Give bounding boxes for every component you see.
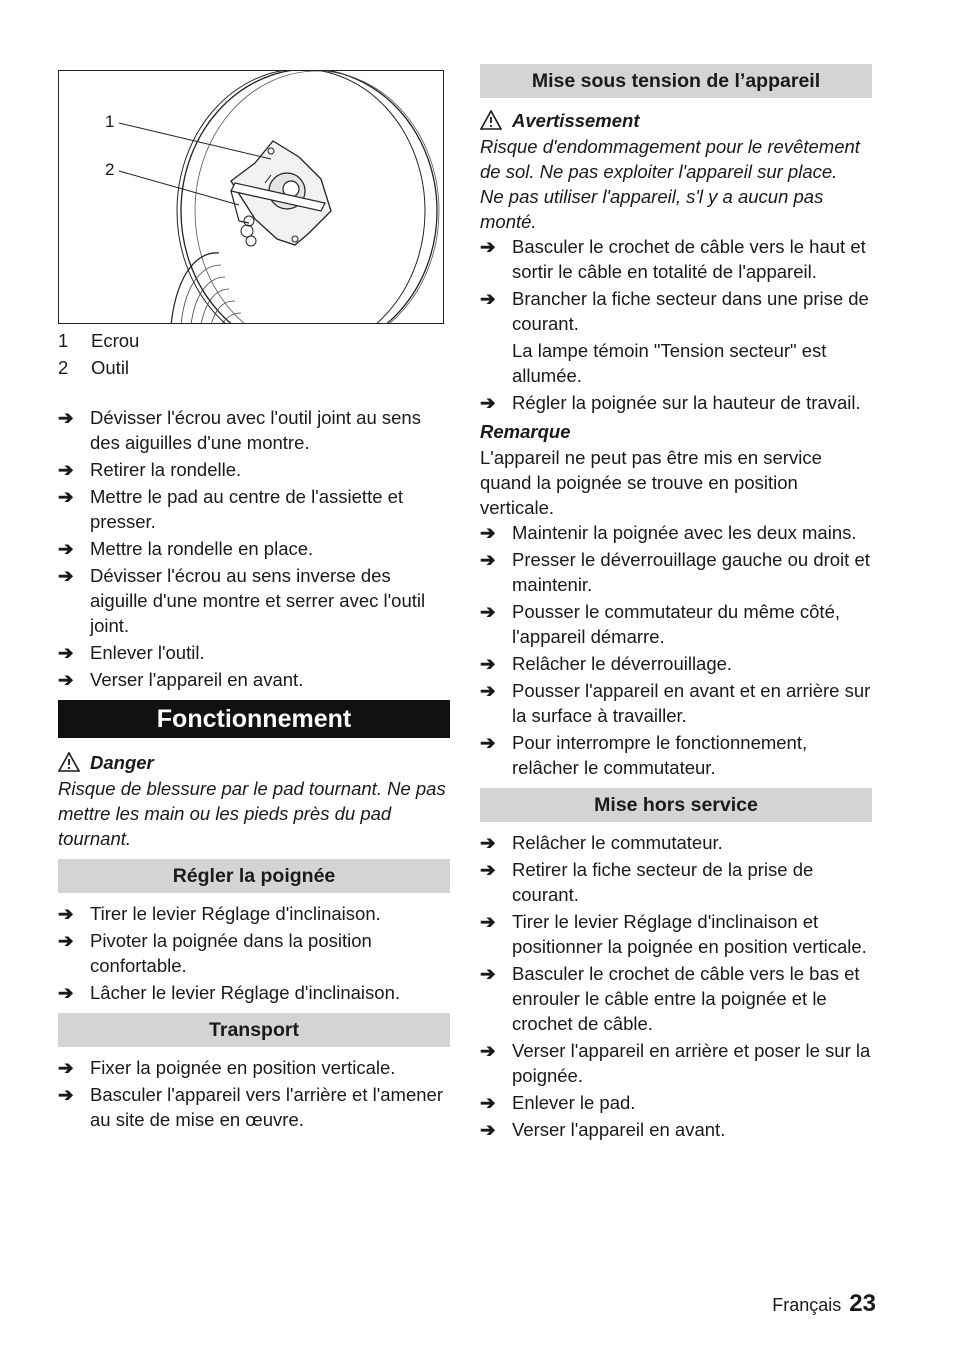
step-item	[480, 830, 872, 855]
arrow-icon: ➔	[58, 1057, 74, 1078]
step-item	[58, 901, 450, 926]
arrow-icon: ➔	[480, 732, 496, 753]
step-text: Fixer la poignée en position verticale.	[90, 1057, 396, 1078]
step-item	[480, 961, 872, 1036]
power-on-steps	[480, 234, 872, 336]
step-item	[480, 1117, 872, 1142]
arrow-icon: ➔	[480, 522, 496, 543]
step-item	[58, 667, 450, 692]
arrow-icon: ➔	[480, 680, 496, 701]
step-text: Basculer le crochet de câble vers le haut et sortir le câble en totalité de l'appareil.	[512, 236, 866, 282]
step-text: Basculer l'appareil vers l'arrière et l'amener au site de mise en œuvre.	[90, 1084, 443, 1130]
danger-title: Danger	[90, 751, 154, 773]
arrow-icon: ➔	[480, 1040, 496, 1061]
step-text: Basculer le crochet de câble vers le bas et enrouler le câble entre la poignée et le crochet de câble.	[512, 963, 860, 1034]
step-item	[58, 563, 450, 638]
legend-number: 2	[58, 357, 69, 378]
step-item	[58, 1055, 450, 1080]
step-item	[58, 536, 450, 561]
arrow-icon: ➔	[58, 669, 74, 690]
remark-title: Remarque	[480, 421, 571, 442]
arrow-icon: ➔	[480, 549, 496, 570]
transport-steps	[58, 1055, 450, 1132]
section-title-transport: Transport	[58, 1013, 450, 1047]
arrow-icon: ➔	[480, 963, 496, 984]
step-text: Verser l'appareil en avant.	[512, 1119, 726, 1140]
arrow-icon: ➔	[480, 392, 496, 413]
step-text: Brancher la fiche secteur dans une prise de courant.	[512, 288, 869, 334]
step-text: Tirer le levier Réglage d'inclinaison.	[90, 903, 381, 924]
arrow-icon: ➔	[480, 601, 496, 622]
step-text: Pour interrompre le fonctionnement, relâcher le commutateur.	[512, 732, 808, 778]
remark-text: L'appareil ne peut pas être mis en service quand la poignée se trouve en position verticale.	[480, 447, 822, 518]
step-item	[480, 286, 872, 336]
warning-triangle-icon	[480, 110, 502, 130]
regler-steps	[58, 901, 450, 1005]
step-text: Enlever l'outil.	[90, 642, 205, 663]
arrow-icon: ➔	[58, 407, 74, 428]
warning-title: Avertissement	[512, 109, 640, 131]
step-text: Dévisser l'écrou avec l'outil joint au sens des aiguilles d'une montre.	[90, 407, 421, 453]
footer-language: Français	[772, 1295, 842, 1315]
step-text: Pousser l'appareil en avant et en arrière sur la surface à travailler.	[512, 680, 871, 726]
step-text: Verser l'appareil en arrière et poser le sur la poignée.	[512, 1040, 871, 1086]
power-on-steps-cont	[480, 390, 872, 415]
arrow-icon: ➔	[480, 859, 496, 880]
danger-text: Risque de blessure par le pad tournant. Ne pas mettre les main ou les pieds près du pad tournant.	[58, 778, 446, 849]
arrow-icon: ➔	[58, 982, 74, 1003]
warning-text-1: Risque d'endommagement pour le revêtement de sol. Ne pas exploiter l'appareil sur place.	[480, 136, 860, 182]
legend-item	[58, 354, 450, 381]
step-text: Verser l'appareil en avant.	[90, 669, 304, 690]
step-item	[480, 599, 872, 649]
danger-heading	[58, 748, 450, 776]
step-text: Retirer la fiche secteur de la prise de courant.	[512, 859, 814, 905]
step-text: Pousser le commutateur du même côté, l'appareil démarre.	[512, 601, 841, 647]
warning-heading	[480, 106, 872, 134]
step-text: Retirer la rondelle.	[90, 459, 242, 480]
page-number: 23	[849, 1290, 876, 1317]
pad-plate-illustration	[59, 71, 444, 324]
arrow-icon: ➔	[58, 565, 74, 586]
legend-label: Ecrou	[91, 330, 140, 351]
legend-number: 1	[58, 330, 69, 351]
step-item	[480, 857, 872, 907]
right-column	[480, 64, 872, 1144]
step-item	[480, 730, 872, 780]
warning-text-2: Ne pas utiliser l'appareil, s'l y a aucun pas monté.	[480, 186, 824, 232]
arrow-icon: ➔	[58, 538, 74, 559]
step-text: Mettre la rondelle en place.	[90, 538, 314, 559]
section-title-mise-sous-tension: Mise sous tension de l’appareil	[480, 64, 872, 98]
step-text: Relâcher le déverrouillage.	[512, 653, 733, 674]
step-item	[480, 234, 872, 284]
callout-1: 1	[105, 112, 115, 131]
step-item	[480, 678, 872, 728]
section-title-regler: Régler la poignée	[58, 859, 450, 893]
arrow-icon: ➔	[58, 903, 74, 924]
step-text: Mettre le pad au centre de l'assiette et presser.	[90, 486, 404, 532]
pad-mounting-figure	[58, 70, 444, 324]
step-text: Presser le déverrouillage gauche ou droit et maintenir.	[512, 549, 870, 595]
callout-2: 2	[105, 160, 115, 179]
step-text: Dévisser l'écrou au sens inverse des aiguille d'une montre et serrer avec l'outil joint.	[90, 565, 426, 636]
step-item	[480, 390, 872, 415]
step-item	[58, 484, 450, 534]
arrow-icon: ➔	[480, 911, 496, 932]
step-item	[58, 457, 450, 482]
step-item	[58, 640, 450, 665]
section-title-fonctionnement: Fonctionnement	[58, 700, 450, 738]
arrow-icon: ➔	[58, 930, 74, 951]
section-title-mise-hors-service: Mise hors service	[480, 788, 872, 822]
arrow-icon: ➔	[58, 1084, 74, 1105]
step-item	[480, 1090, 872, 1115]
operation-steps	[480, 520, 872, 780]
warning-triangle-icon	[58, 752, 80, 772]
figure-legend	[58, 327, 450, 381]
step-item	[480, 1038, 872, 1088]
step-note: La lampe témoin "Tension secteur" est allumée.	[512, 340, 827, 386]
step-item	[58, 928, 450, 978]
arrow-icon: ➔	[480, 236, 496, 257]
arrow-icon: ➔	[480, 1092, 496, 1113]
arrow-icon: ➔	[480, 832, 496, 853]
step-text: Lâcher le levier Réglage d'inclinaison.	[90, 982, 400, 1003]
step-text: Maintenir la poignée avec les deux mains.	[512, 522, 857, 543]
step-text: Enlever le pad.	[512, 1092, 636, 1113]
step-text: Relâcher le commutateur.	[512, 832, 723, 853]
step-item	[480, 909, 872, 959]
pad-mounting-steps	[58, 405, 450, 692]
step-text: Régler la poignée sur la hauteur de travail.	[512, 392, 861, 413]
arrow-icon: ➔	[58, 486, 74, 507]
step-item	[480, 547, 872, 597]
step-item	[58, 980, 450, 1005]
step-item	[480, 520, 872, 545]
shutdown-steps	[480, 830, 872, 1142]
step-item	[480, 651, 872, 676]
page-footer	[772, 1291, 876, 1318]
step-item	[58, 1082, 450, 1132]
legend-label: Outil	[91, 357, 130, 378]
arrow-icon: ➔	[480, 288, 496, 309]
arrow-icon: ➔	[480, 653, 496, 674]
left-column	[58, 70, 450, 1134]
step-item	[58, 405, 450, 455]
step-text: Pivoter la poignée dans la position confortable.	[90, 930, 372, 976]
arrow-icon: ➔	[480, 1119, 496, 1140]
legend-item	[58, 327, 450, 354]
arrow-icon: ➔	[58, 459, 74, 480]
step-text: Tirer le levier Réglage d'inclinaison et positionner la poignée en position verticale.	[512, 911, 867, 957]
arrow-icon: ➔	[58, 642, 74, 663]
